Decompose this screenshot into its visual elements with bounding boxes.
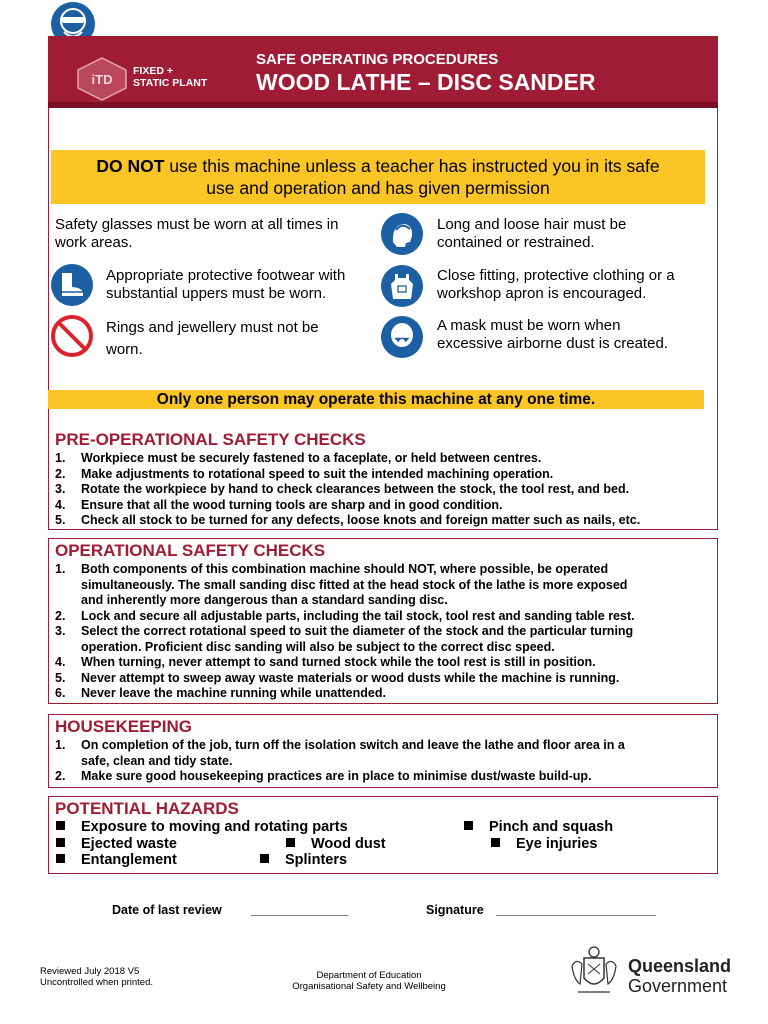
list-item (55, 624, 715, 655)
item-text: When turning, never attempt to sand turned stock while the tool rest is still in position. (81, 655, 596, 669)
hazard-item (286, 836, 386, 852)
list-item (55, 451, 720, 467)
hazards-title: POTENTIAL HAZARDS (55, 799, 239, 818)
hazard-text: Splinters (285, 852, 348, 868)
warning-banner (51, 150, 705, 204)
list-item (55, 498, 720, 514)
bullet-square-icon (260, 854, 269, 863)
hazard-item (56, 819, 348, 835)
protective-footwear-icon (50, 263, 94, 307)
ppe-text-line: excessive airborne dust is created. (437, 335, 668, 352)
housekeeping-list (55, 738, 715, 785)
uncontrolled-text: Uncontrolled when printed. (40, 977, 154, 988)
department-credit (274, 970, 464, 992)
ppe-text-line: Safety glasses must be worn at all times in (55, 216, 339, 233)
list-item (55, 686, 715, 702)
ppe-text-line: Rings and jewellery must not be (106, 319, 319, 336)
item-number: 4. (55, 497, 66, 512)
bullet-square-icon (56, 854, 65, 863)
review-date-field: ______________ (251, 903, 349, 917)
item-number: 1. (55, 738, 66, 752)
ppe-text-line: Appropriate protective footwear with (106, 267, 346, 284)
hazard-text: Entanglement (81, 852, 177, 868)
hazard-text: Ejected waste (81, 836, 177, 852)
item-number: 2. (55, 466, 66, 481)
warning-line2: use and operation and has given permission (206, 178, 550, 198)
bullet-square-icon (491, 838, 500, 847)
item-number: 5. (55, 513, 66, 527)
item-number: 1. (55, 562, 66, 576)
no-jewellery-icon (50, 314, 94, 358)
ppe-text-line: worn. (106, 341, 143, 358)
bullet-square-icon (56, 821, 65, 830)
list-item (55, 609, 715, 625)
item-text: Lock and secure all adjustable parts, including the tail stock, tool rest and sanding table rest. (81, 608, 635, 623)
ppe-text-line: contained or restrained. (437, 234, 595, 251)
gov-line1: Queensland (628, 956, 732, 976)
item-number: 6. (55, 686, 66, 700)
logo-label-line1: FIXED + (133, 65, 173, 77)
hazard-item (56, 836, 177, 852)
ppe-text-line: substantial uppers must be worn. (106, 285, 327, 302)
item-text: Make adjustments to rotational speed to suit the intended machining operation. (81, 466, 554, 481)
ppe-text-line: Long and loose hair must be (437, 216, 627, 233)
operational-list (55, 562, 715, 702)
bullet-square-icon (464, 821, 473, 830)
ppe-text-line: A mask must be worn when (437, 317, 621, 334)
ppe-apron (437, 267, 675, 303)
item-text: Workpiece must be securely fastened to a faceplate, or held between centres. (81, 451, 542, 465)
housekeeping-title: HOUSEKEEPING (55, 717, 192, 736)
bullet-square-icon (286, 838, 295, 847)
item-text: Both components of this combination machine should NOT, where possible, be operated (81, 562, 609, 576)
list-item (55, 513, 720, 529)
hazard-text: Pinch and squash (489, 819, 614, 835)
single-operator-banner: Only one person may operate this machine at any one time. (48, 390, 704, 409)
apron-icon (380, 264, 424, 308)
list-item (55, 671, 715, 687)
item-number: 2. (55, 608, 66, 623)
item-number: 2. (55, 769, 66, 783)
department-unit: Organisational Safety and Wellbeing (292, 981, 446, 992)
list-item (55, 738, 715, 769)
hazard-item (464, 819, 613, 835)
list-item (55, 655, 715, 671)
ppe-jewellery (106, 317, 319, 361)
hazard-item (56, 852, 177, 868)
ppe-hair (437, 216, 626, 252)
item-text: Rotate the workpiece by hand to check clearances between the stock, the tool rest, and bed. (81, 482, 630, 496)
header-underline (48, 102, 718, 108)
logo-label (133, 65, 207, 89)
ppe-mask (437, 317, 668, 353)
ppe-text-line: Close fitting, protective clothing or a (437, 267, 675, 284)
ppe-text-line: work areas. (55, 234, 133, 251)
review-date-label: Date of last review (112, 903, 222, 917)
signature-label: Signature (426, 903, 484, 917)
review-note (40, 966, 153, 988)
hazard-item (491, 836, 597, 852)
item-number: 3. (55, 624, 66, 638)
hazard-text: Wood dust (311, 836, 386, 852)
item-text: operation. Proficient disc sanding will also be subject to the correct disc speed. (81, 639, 555, 654)
doc-subtitle: SAFE OPERATING PROCEDURES (256, 51, 499, 68)
item-text: Ensure that all the wood turning tools are sharp and in good condition. (81, 497, 503, 512)
item-number: 1. (55, 451, 66, 465)
signature-field: _______________________ (496, 903, 656, 917)
itd-logo-icon (76, 56, 128, 102)
list-item (55, 769, 715, 785)
warning-line1: use this machine unless a teacher has instructed you in its safe (164, 156, 660, 176)
logo-mark-text: iTD (91, 72, 113, 87)
item-text: Select the correct rotational speed to suit the diameter of the stock and the particular turning (81, 624, 634, 638)
dust-mask-icon (380, 315, 424, 359)
department-name: Department of Education (316, 970, 422, 981)
item-text: simultaneously. The small sanding disc fitted at the head stock of the lathe is more exposed (81, 577, 628, 592)
list-item (55, 482, 720, 498)
logo-label-line2: STATIC PLANT (133, 77, 208, 89)
item-text: Make sure good housekeeping practices are in place to minimise dust/waste build-up. (81, 769, 592, 783)
operational-title: OPERATIONAL SAFETY CHECKS (55, 541, 326, 560)
item-text: and inherently more dangerous than a standard sanding disc. (81, 593, 448, 607)
item-text: safe, clean and tidy state. (81, 753, 233, 768)
gov-logo-text (628, 956, 731, 996)
hair-restraint-icon (380, 212, 424, 256)
gov-line2: Government (628, 976, 728, 996)
item-number: 5. (55, 670, 66, 685)
item-text: Check all stock to be turned for any defects, loose knots and foreign matter such as nails, etc. (81, 513, 641, 527)
pre-operational-list (55, 451, 720, 529)
ppe-safety-glasses (55, 216, 338, 252)
list-item (55, 467, 720, 483)
item-text: Never leave the machine running while unattended. (81, 686, 386, 700)
list-item (55, 562, 715, 609)
reviewed-text: Reviewed July 2018 V5 (40, 966, 140, 977)
hazard-item (260, 852, 347, 868)
item-text: On completion of the job, turn off the isolation switch and leave the lathe and floor area in a (81, 738, 625, 752)
queensland-crest-icon (566, 944, 622, 1000)
ppe-footwear (106, 267, 345, 303)
hazard-text: Exposure to moving and rotating parts (81, 819, 348, 835)
item-number: 4. (55, 655, 66, 669)
bullet-square-icon (56, 838, 65, 847)
item-text: Never attempt to sweep away waste materials or wood dusts while the machine is running. (81, 670, 620, 685)
doc-title: WOOD LATHE – DISC SANDER (256, 69, 596, 95)
hazard-text: Eye injuries (516, 836, 598, 852)
ppe-text-line: workshop apron is encouraged. (437, 285, 647, 302)
warning-bold: DO NOT (96, 156, 165, 176)
item-number: 3. (55, 482, 66, 496)
pre-operational-title: PRE-OPERATIONAL SAFETY CHECKS (55, 430, 366, 449)
